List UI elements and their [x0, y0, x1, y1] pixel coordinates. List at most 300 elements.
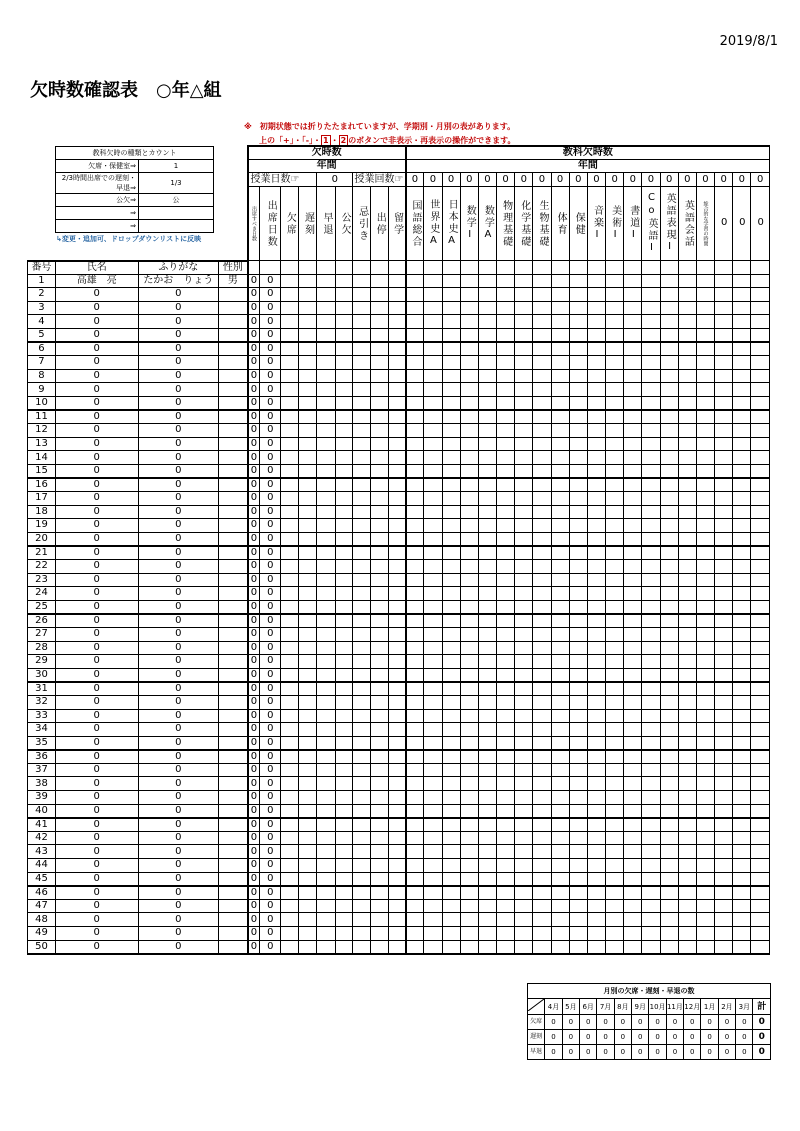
subject-absence-cell[interactable] [497, 682, 515, 696]
attendance-cell[interactable] [370, 682, 388, 696]
subject-absence-cell[interactable] [478, 573, 496, 587]
subject-absence-cell[interactable] [406, 723, 424, 737]
subject-absence-cell[interactable] [460, 288, 478, 302]
student-sex[interactable] [219, 763, 248, 777]
subject-absence-cell[interactable] [606, 791, 624, 805]
subject-absence-cell[interactable] [569, 546, 587, 560]
subject-absence-cell[interactable] [442, 709, 460, 723]
attendance-cell[interactable] [353, 695, 371, 709]
subject-absence-cell[interactable] [624, 587, 642, 601]
subject-absence-cell[interactable] [624, 315, 642, 329]
subject-absence-cell[interactable] [606, 451, 624, 465]
subject-absence-cell[interactable] [497, 519, 515, 533]
subject-absence-cell[interactable] [587, 682, 605, 696]
subject-absence-cell[interactable] [678, 464, 696, 478]
subject-absence-cell[interactable] [678, 886, 696, 900]
attendance-cell[interactable] [317, 587, 336, 601]
subject-absence-cell[interactable] [606, 831, 624, 845]
student-name[interactable]: 0 [55, 627, 138, 641]
attendance-cell[interactable] [388, 600, 406, 614]
attendance-cell[interactable] [388, 627, 406, 641]
subject-absence-cell[interactable] [715, 519, 733, 533]
attendance-cell[interactable] [335, 451, 353, 465]
subject-lesson-count[interactable]: 0 [696, 173, 714, 187]
subject-absence-cell[interactable] [442, 532, 460, 546]
student-kana[interactable]: 0 [138, 641, 219, 655]
attendance-cell[interactable] [281, 641, 299, 655]
subject-absence-cell[interactable] [751, 804, 770, 818]
subject-absence-cell[interactable] [478, 655, 496, 669]
subject-absence-cell[interactable] [497, 845, 515, 859]
subject-absence-cell[interactable] [424, 505, 442, 519]
subject-absence-cell[interactable] [406, 859, 424, 873]
attendance-cell[interactable] [388, 559, 406, 573]
subject-absence-cell[interactable] [533, 886, 551, 900]
subject-absence-cell[interactable] [606, 396, 624, 410]
subject-absence-cell[interactable] [478, 818, 496, 832]
attendance-cell[interactable] [370, 818, 388, 832]
subject-absence-cell[interactable] [533, 750, 551, 764]
student-name[interactable]: 0 [55, 532, 138, 546]
subject-absence-cell[interactable] [515, 736, 533, 750]
subject-absence-cell[interactable] [424, 940, 442, 954]
subject-absence-cell[interactable] [497, 274, 515, 288]
subject-absence-cell[interactable] [733, 573, 751, 587]
subject-absence-cell[interactable] [460, 356, 478, 370]
subject-absence-cell[interactable] [406, 342, 424, 356]
subject-absence-cell[interactable] [497, 872, 515, 886]
student-kana[interactable]: 0 [138, 396, 219, 410]
attendance-cell[interactable] [388, 478, 406, 492]
subject-absence-cell[interactable] [406, 845, 424, 859]
subject-absence-cell[interactable] [478, 505, 496, 519]
subject-absence-cell[interactable] [551, 492, 569, 506]
attendance-cell[interactable] [281, 940, 299, 954]
subject-lesson-count[interactable]: 0 [751, 173, 770, 187]
attendance-cell[interactable] [370, 899, 388, 913]
subject-absence-cell[interactable] [678, 315, 696, 329]
subject-absence-cell[interactable] [751, 410, 770, 424]
attendance-cell[interactable] [353, 600, 371, 614]
subject-absence-cell[interactable] [569, 655, 587, 669]
subject-absence-cell[interactable] [406, 478, 424, 492]
attendance-cell[interactable] [281, 573, 299, 587]
subject-absence-cell[interactable] [460, 668, 478, 682]
subject-absence-cell[interactable] [642, 505, 660, 519]
subject-absence-cell[interactable] [733, 763, 751, 777]
subject-absence-cell[interactable] [460, 383, 478, 397]
subject-absence-cell[interactable] [606, 777, 624, 791]
subject-absence-cell[interactable] [515, 859, 533, 873]
student-name[interactable]: 0 [55, 369, 138, 383]
subject-absence-cell[interactable] [587, 777, 605, 791]
subject-absence-cell[interactable] [642, 641, 660, 655]
subject-absence-cell[interactable] [460, 464, 478, 478]
subject-absence-cell[interactable] [478, 804, 496, 818]
subject-absence-cell[interactable] [478, 777, 496, 791]
student-name[interactable]: 0 [55, 288, 138, 302]
attendance-cell[interactable] [335, 505, 353, 519]
attendance-cell[interactable] [335, 519, 353, 533]
subject-absence-cell[interactable] [587, 600, 605, 614]
subject-absence-cell[interactable] [515, 655, 533, 669]
subject-absence-cell[interactable] [442, 600, 460, 614]
subject-absence-cell[interactable] [678, 546, 696, 560]
subject-absence-cell[interactable] [587, 573, 605, 587]
subject-absence-cell[interactable] [642, 315, 660, 329]
subject-absence-cell[interactable] [460, 913, 478, 927]
subject-absence-cell[interactable] [515, 899, 533, 913]
subject-absence-cell[interactable] [751, 356, 770, 370]
subject-absence-cell[interactable] [424, 396, 442, 410]
group-button-1[interactable]: 1 [323, 136, 329, 145]
student-kana[interactable]: 0 [138, 913, 219, 927]
student-name[interactable]: 0 [55, 818, 138, 832]
subject-lesson-count[interactable]: 0 [715, 173, 733, 187]
attendance-cell[interactable] [281, 356, 299, 370]
subject-absence-cell[interactable] [660, 655, 678, 669]
subject-absence-cell[interactable] [569, 559, 587, 573]
subject-absence-cell[interactable] [533, 723, 551, 737]
subject-absence-cell[interactable] [497, 600, 515, 614]
subject-absence-cell[interactable] [606, 288, 624, 302]
subject-absence-cell[interactable] [515, 478, 533, 492]
attendance-cell[interactable] [281, 505, 299, 519]
subject-absence-cell[interactable] [533, 424, 551, 438]
student-name[interactable]: 0 [55, 573, 138, 587]
subject-absence-cell[interactable] [551, 505, 569, 519]
subject-absence-cell[interactable] [751, 872, 770, 886]
subject-absence-cell[interactable] [424, 600, 442, 614]
attendance-cell[interactable] [298, 750, 317, 764]
subject-absence-cell[interactable] [606, 424, 624, 438]
subject-absence-cell[interactable] [497, 356, 515, 370]
attendance-cell[interactable] [317, 396, 336, 410]
subject-absence-cell[interactable] [678, 600, 696, 614]
subject-absence-cell[interactable] [406, 451, 424, 465]
subject-absence-cell[interactable] [715, 356, 733, 370]
subject-absence-cell[interactable] [715, 627, 733, 641]
subject-absence-cell[interactable] [442, 859, 460, 873]
attendance-cell[interactable] [370, 437, 388, 451]
attendance-cell[interactable] [335, 356, 353, 370]
subject-absence-cell[interactable] [678, 274, 696, 288]
attendance-cell[interactable] [335, 410, 353, 424]
subject-absence-cell[interactable] [606, 342, 624, 356]
subject-absence-cell[interactable] [551, 383, 569, 397]
subject-absence-cell[interactable] [733, 356, 751, 370]
subject-absence-cell[interactable] [442, 424, 460, 438]
subject-absence-cell[interactable] [515, 410, 533, 424]
subject-absence-cell[interactable] [424, 519, 442, 533]
subject-absence-cell[interactable] [424, 736, 442, 750]
subject-absence-cell[interactable] [515, 627, 533, 641]
attendance-cell[interactable] [353, 818, 371, 832]
attendance-cell[interactable] [298, 396, 317, 410]
subject-lesson-count[interactable]: 0 [478, 173, 496, 187]
subject-absence-cell[interactable] [715, 424, 733, 438]
student-name[interactable]: 0 [55, 437, 138, 451]
subject-absence-cell[interactable] [733, 519, 751, 533]
attendance-cell[interactable] [353, 682, 371, 696]
subject-absence-cell[interactable] [715, 750, 733, 764]
subject-absence-cell[interactable] [642, 437, 660, 451]
subject-absence-cell[interactable] [733, 410, 751, 424]
subject-absence-cell[interactable] [587, 668, 605, 682]
subject-absence-cell[interactable] [533, 573, 551, 587]
attendance-cell[interactable] [370, 831, 388, 845]
subject-absence-cell[interactable] [478, 587, 496, 601]
subject-absence-cell[interactable] [406, 899, 424, 913]
student-kana[interactable]: 0 [138, 777, 219, 791]
student-name[interactable]: 0 [55, 872, 138, 886]
subject-absence-cell[interactable] [442, 396, 460, 410]
subject-absence-cell[interactable] [442, 492, 460, 506]
subject-absence-cell[interactable] [497, 546, 515, 560]
subject-absence-cell[interactable] [587, 274, 605, 288]
attendance-cell[interactable] [370, 927, 388, 941]
attendance-cell[interactable] [353, 492, 371, 506]
subject-absence-cell[interactable] [424, 777, 442, 791]
subject-absence-cell[interactable] [733, 804, 751, 818]
subject-absence-cell[interactable] [696, 913, 714, 927]
subject-absence-cell[interactable] [696, 736, 714, 750]
student-kana[interactable]: 0 [138, 859, 219, 873]
subject-absence-cell[interactable] [551, 682, 569, 696]
subject-absence-cell[interactable] [751, 940, 770, 954]
subject-absence-cell[interactable] [497, 424, 515, 438]
subject-absence-cell[interactable] [642, 328, 660, 342]
subject-absence-cell[interactable] [497, 478, 515, 492]
subject-absence-cell[interactable] [587, 913, 605, 927]
subject-absence-cell[interactable] [660, 532, 678, 546]
attendance-cell[interactable] [388, 288, 406, 302]
subject-absence-cell[interactable] [551, 655, 569, 669]
subject-absence-cell[interactable] [533, 587, 551, 601]
student-sex[interactable] [219, 587, 248, 601]
attendance-cell[interactable] [353, 791, 371, 805]
attendance-cell[interactable] [317, 899, 336, 913]
student-name[interactable]: 0 [55, 492, 138, 506]
attendance-cell[interactable] [353, 315, 371, 329]
subject-absence-cell[interactable] [478, 859, 496, 873]
attendance-cell[interactable] [335, 872, 353, 886]
subject-absence-cell[interactable] [715, 328, 733, 342]
subject-absence-cell[interactable] [442, 451, 460, 465]
subject-absence-cell[interactable] [406, 274, 424, 288]
subject-absence-cell[interactable] [715, 818, 733, 832]
subject-absence-cell[interactable] [406, 641, 424, 655]
subject-absence-cell[interactable] [642, 478, 660, 492]
subject-absence-cell[interactable] [569, 913, 587, 927]
student-name[interactable]: 0 [55, 804, 138, 818]
subject-absence-cell[interactable] [424, 723, 442, 737]
subject-absence-cell[interactable] [515, 940, 533, 954]
attendance-cell[interactable] [298, 682, 317, 696]
subject-absence-cell[interactable] [515, 587, 533, 601]
subject-absence-cell[interactable] [424, 356, 442, 370]
subject-absence-cell[interactable] [515, 505, 533, 519]
subject-absence-cell[interactable] [733, 723, 751, 737]
subject-absence-cell[interactable] [460, 736, 478, 750]
subject-absence-cell[interactable] [569, 872, 587, 886]
subject-absence-cell[interactable] [678, 818, 696, 832]
subject-absence-cell[interactable] [497, 750, 515, 764]
subject-absence-cell[interactable] [751, 627, 770, 641]
subject-absence-cell[interactable] [478, 288, 496, 302]
subject-absence-cell[interactable] [587, 641, 605, 655]
subject-absence-cell[interactable] [696, 383, 714, 397]
subject-absence-cell[interactable] [497, 791, 515, 805]
subject-absence-cell[interactable] [442, 682, 460, 696]
subject-absence-cell[interactable] [478, 424, 496, 438]
subject-absence-cell[interactable] [660, 301, 678, 315]
student-kana[interactable]: 0 [138, 709, 219, 723]
student-kana[interactable]: 0 [138, 804, 219, 818]
attendance-cell[interactable] [388, 831, 406, 845]
attendance-cell[interactable] [317, 872, 336, 886]
subject-absence-cell[interactable] [696, 478, 714, 492]
student-name[interactable]: 0 [55, 655, 138, 669]
attendance-cell[interactable] [298, 492, 317, 506]
attendance-cell[interactable] [353, 424, 371, 438]
subject-absence-cell[interactable] [642, 464, 660, 478]
attendance-cell[interactable] [335, 587, 353, 601]
subject-absence-cell[interactable] [587, 736, 605, 750]
subject-absence-cell[interactable] [478, 437, 496, 451]
student-kana[interactable]: 0 [138, 369, 219, 383]
subject-absence-cell[interactable] [733, 709, 751, 723]
subject-absence-cell[interactable] [587, 940, 605, 954]
attendance-cell[interactable] [317, 682, 336, 696]
subject-absence-cell[interactable] [587, 519, 605, 533]
subject-absence-cell[interactable] [678, 791, 696, 805]
subject-absence-cell[interactable] [696, 709, 714, 723]
student-sex[interactable] [219, 723, 248, 737]
subject-absence-cell[interactable] [696, 872, 714, 886]
subject-absence-cell[interactable] [497, 451, 515, 465]
subject-absence-cell[interactable] [478, 532, 496, 546]
subject-absence-cell[interactable] [660, 342, 678, 356]
subject-absence-cell[interactable] [569, 927, 587, 941]
subject-absence-cell[interactable] [497, 709, 515, 723]
attendance-cell[interactable] [298, 410, 317, 424]
subject-absence-cell[interactable] [515, 315, 533, 329]
subject-absence-cell[interactable] [587, 505, 605, 519]
subject-absence-cell[interactable] [624, 695, 642, 709]
subject-absence-cell[interactable] [497, 777, 515, 791]
subject-absence-cell[interactable] [751, 424, 770, 438]
subject-absence-cell[interactable] [660, 804, 678, 818]
attendance-cell[interactable] [388, 709, 406, 723]
subject-absence-cell[interactable] [460, 546, 478, 560]
subject-absence-cell[interactable] [424, 274, 442, 288]
subject-absence-cell[interactable] [696, 437, 714, 451]
attendance-cell[interactable] [388, 532, 406, 546]
subject-absence-cell[interactable] [569, 505, 587, 519]
attendance-cell[interactable] [353, 328, 371, 342]
attendance-cell[interactable] [353, 845, 371, 859]
subject-absence-cell[interactable] [406, 791, 424, 805]
subject-absence-cell[interactable] [606, 750, 624, 764]
subject-absence-cell[interactable] [569, 818, 587, 832]
student-sex[interactable] [219, 682, 248, 696]
subject-absence-cell[interactable] [497, 859, 515, 873]
subject-absence-cell[interactable] [406, 763, 424, 777]
subject-absence-cell[interactable] [478, 791, 496, 805]
subject-absence-cell[interactable] [751, 559, 770, 573]
subject-absence-cell[interactable] [406, 600, 424, 614]
subject-absence-cell[interactable] [551, 451, 569, 465]
student-sex[interactable] [219, 804, 248, 818]
subject-absence-cell[interactable] [497, 464, 515, 478]
subject-absence-cell[interactable] [660, 818, 678, 832]
student-sex[interactable] [219, 546, 248, 560]
subject-absence-cell[interactable] [569, 859, 587, 873]
student-kana[interactable]: 0 [138, 559, 219, 573]
attendance-cell[interactable] [388, 763, 406, 777]
subject-absence-cell[interactable] [660, 763, 678, 777]
attendance-cell[interactable] [281, 274, 299, 288]
subject-absence-cell[interactable] [515, 723, 533, 737]
subject-absence-cell[interactable] [478, 763, 496, 777]
subject-absence-cell[interactable] [460, 682, 478, 696]
subject-absence-cell[interactable] [551, 546, 569, 560]
subject-absence-cell[interactable] [751, 886, 770, 900]
subject-absence-cell[interactable] [424, 872, 442, 886]
subject-absence-cell[interactable] [751, 464, 770, 478]
subject-absence-cell[interactable] [569, 478, 587, 492]
subject-absence-cell[interactable] [696, 369, 714, 383]
subject-absence-cell[interactable] [460, 709, 478, 723]
student-kana[interactable]: 0 [138, 927, 219, 941]
attendance-cell[interactable] [388, 940, 406, 954]
subject-absence-cell[interactable] [406, 655, 424, 669]
subject-absence-cell[interactable] [678, 872, 696, 886]
attendance-cell[interactable] [317, 655, 336, 669]
attendance-cell[interactable] [353, 831, 371, 845]
subject-absence-cell[interactable] [642, 274, 660, 288]
student-sex[interactable] [219, 424, 248, 438]
attendance-cell[interactable] [335, 763, 353, 777]
subject-absence-cell[interactable] [551, 464, 569, 478]
attendance-cell[interactable] [370, 763, 388, 777]
subject-absence-cell[interactable] [696, 519, 714, 533]
subject-absence-cell[interactable] [642, 886, 660, 900]
subject-absence-cell[interactable] [751, 668, 770, 682]
student-sex[interactable] [219, 927, 248, 941]
attendance-cell[interactable] [335, 913, 353, 927]
attendance-cell[interactable] [335, 899, 353, 913]
subject-absence-cell[interactable] [551, 356, 569, 370]
subject-absence-cell[interactable] [733, 872, 751, 886]
attendance-cell[interactable] [335, 695, 353, 709]
subject-absence-cell[interactable] [606, 383, 624, 397]
subject-absence-cell[interactable] [624, 356, 642, 370]
attendance-cell[interactable] [298, 600, 317, 614]
subject-absence-cell[interactable] [406, 587, 424, 601]
subject-absence-cell[interactable] [715, 437, 733, 451]
student-name[interactable]: 0 [55, 763, 138, 777]
subject-absence-cell[interactable] [533, 451, 551, 465]
subject-absence-cell[interactable] [733, 627, 751, 641]
attendance-cell[interactable] [298, 559, 317, 573]
attendance-cell[interactable] [370, 695, 388, 709]
student-sex[interactable] [219, 410, 248, 424]
subject-absence-cell[interactable] [624, 777, 642, 791]
attendance-cell[interactable] [335, 424, 353, 438]
subject-absence-cell[interactable] [497, 723, 515, 737]
